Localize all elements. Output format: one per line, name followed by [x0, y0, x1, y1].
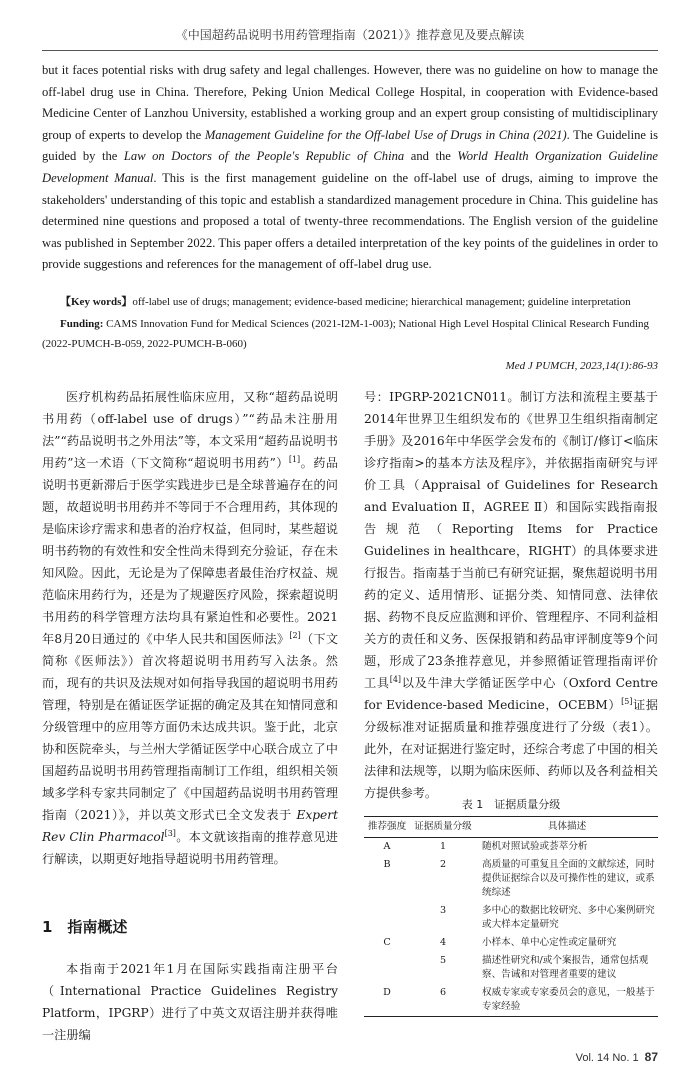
reference-link[interactable]: [2]	[289, 630, 301, 640]
page-number: 87	[644, 1050, 658, 1064]
table-caption: 表 1 证据质量分级	[461, 798, 561, 811]
table-cell: A	[383, 841, 391, 852]
table-cell: 3	[439, 905, 447, 916]
running-header: 《中国超药品说明书用药管理指南（2021）》推荐意见及要点解读	[175, 28, 525, 42]
reference-link[interactable]: [4]	[389, 674, 402, 684]
table-cell: 1	[439, 841, 447, 852]
reference-link[interactable]: [1]	[288, 454, 301, 464]
table-cell: C	[383, 937, 391, 948]
english-abstract: but it faces potential risks with drug safety and legal challenges. However, there was no guideline on how to manage the off-label drug use in China. Therefore, Peking Union Medical College Hospital, in cooperation with Evidence-based Medicine Center of Lanzhou University, established a working group and an expert group consisting of multidisciplinary group of experts to develop the Management Guideline for the Off-label Use of Drugs in China (2021). The Guideline is guided by the Law on Doctors of the People's Republic of China and the World Health Organization Guideline Development Manual. This is the first management guideline on the off-label use of drugs, aiming to improve the stakeholders' understanding of this topic and establish a standardized management procedure in China. This guideline has determined nine questions and proposed a total of twenty-three recommendations. The English version of the guideline was published in September 2022. This paper offers a detailed interpretation of the key points of the guidelines in order to provide suggestions and references for the management of off-label drug use.	[42, 63, 659, 272]
table-cell	[364, 902, 410, 934]
journal-citation: Med J PUMCH, 2023,14(1):86-93	[505, 360, 658, 372]
table-row	[364, 856, 658, 902]
reference-link[interactable]: [3]	[164, 828, 176, 838]
table-cell: B	[383, 859, 391, 870]
funding: Funding: CAMS Innovation Fund for Medical Sciences (2021-I2M-1-003); National High Level Hospital Clinical Research Funding (2022-PUMCH-B-059, 2022-PUMCH-B-060)	[42, 318, 650, 350]
table-header-cell: 推荐强度	[367, 821, 407, 832]
table-row	[364, 952, 658, 984]
header-divider	[42, 50, 658, 51]
table-row	[364, 902, 658, 934]
table-cell: 2	[439, 859, 447, 870]
table-cell: 小样本、单中心定性或定量研究	[482, 937, 617, 948]
table-cell: 4	[439, 937, 447, 948]
table-header-cell: 具体描述	[547, 821, 587, 832]
table-row	[364, 984, 658, 1017]
table-cell: 高质量的可重复且全面的文献综述，同时提供证据综合以及可操作性的建议，或系统综述	[482, 859, 655, 898]
table-cell	[364, 952, 410, 984]
volume-issue: Vol. 14 No. 1	[575, 1052, 639, 1064]
reference-link[interactable]: [5]	[621, 696, 633, 706]
evidence-grading-table	[364, 816, 658, 1017]
table-cell: 6	[439, 987, 447, 998]
section-paragraph: 本指南于2021年1月在国际实践指南注册平台（International Practice Guidelines Registry Platform，IPGRP）进行了中英文双语注册并获得唯一注册编	[42, 962, 338, 1042]
table-cell: 权威专家或专家委员会的意见，一般基于专家经验	[482, 987, 655, 1012]
table-header-cell: 证据质量分级	[414, 821, 472, 832]
intro-paragraph: 医疗机构药品拓展性临床应用，又称“超药品说明书用药（off-label use of drugs）”“药品未注册用法”“药品说明书之外用法”等，本文采用“超药品说明书用药”这一术语（下文简称“超说明书用药”）[1]。药品说明书更新滞后于医学实践进步已是全球普遍存在的问题，故超说明书用药并不等同于不合理用药，其体现的是临床诊疗需求和患者的治疗权益，但同时，某些超说明书药物的有效性和安全性尚未得到充分验证，存在未知风险。因此，无论是为了保障患者最佳治疗权益、规范临床用药行为，还是为了规避医疗风险，探索超说明书用药的科学管理方法均具有紧迫性和必要性。2021年8月20日通过的《中华人民共和国医师法》[2]（下文简称《医师法》）首次将超说明书用药写入法条。然而，现有的共识及法规对如何指导我国的超说明书用药管理，特别是在循证医学证据的确定及其在知情同意和分级管理中的应用等方面仍未达成共识。鉴于此，北京协和医院牵头，与兰州大学循证医学中心联合成立了中国超药品说明书用药管理指南制订工作组，组织相关领域多学科专家共同制定了《中国超药品说明书用药管理指南（2021）》，并以英文形式已全文发表于 Expert Rev Clin Pharmacol[3]。本文就该指南的推荐意见进行解读，以期更好地指导超说明书用药管理。	[42, 390, 339, 866]
table-cell: 5	[439, 955, 447, 966]
table-row	[364, 934, 658, 952]
keywords: 【Key words】off-label use of drugs; management; evidence-based medicine; hierarchical management; guideline interpretation	[60, 296, 631, 308]
method-paragraph: 号：IPGRP-2021CN011。制订方法和流程主要基于2014年世界卫生组织发布的《世界卫生组织指南制定手册》及2016年中华医学会发布的《制订/修订<临床诊疗指南>的基本方法及程序》，并依据指南研究与评价工具（Appraisal of Guidelines for Research and Evaluation Ⅱ，AGREE Ⅱ）和国际实践指南报告规范（Reporting Items for Practice Guidelines in healthcare，RIGHT）的具体要求进行报告。指南基于当前已有研究证据，聚焦超说明书用药的定义、适用情形、证据分类、知情同意、法律依据、药物不良反应监测和评价、管理程序、不同利益相关方的责任和义务、医保报销和药品审评制度等9个问题，形成了23条推荐意见，并参照循证管理指南评价工具[4]以及牛津大学循证医学中心（Oxford Centre for Evidence-based Medicine，OCEBM）[5]证据分级标准对证据质量和推荐强度进行了分级（表1）。此外，在对证据进行鉴定时，还综合考虑了中国的相关法律和法规等，以期为临床医师、药师以及各利益相关方提供参考。	[364, 390, 659, 800]
table-cell: 随机对照试验或荟萃分析	[482, 841, 588, 852]
table-cell: D	[383, 987, 391, 998]
table-row	[364, 838, 658, 857]
table-cell: 描述性研究和/或个案报告，通常包括观察、告诫和对管理者重要的建议	[482, 955, 649, 980]
table-header-row	[364, 817, 658, 838]
table-cell: 多中心的数据比较研究、多中心案例研究或大样本定量研究	[482, 905, 655, 930]
page-footer	[576, 1050, 658, 1064]
section-heading: 1 指南概述	[42, 918, 128, 936]
